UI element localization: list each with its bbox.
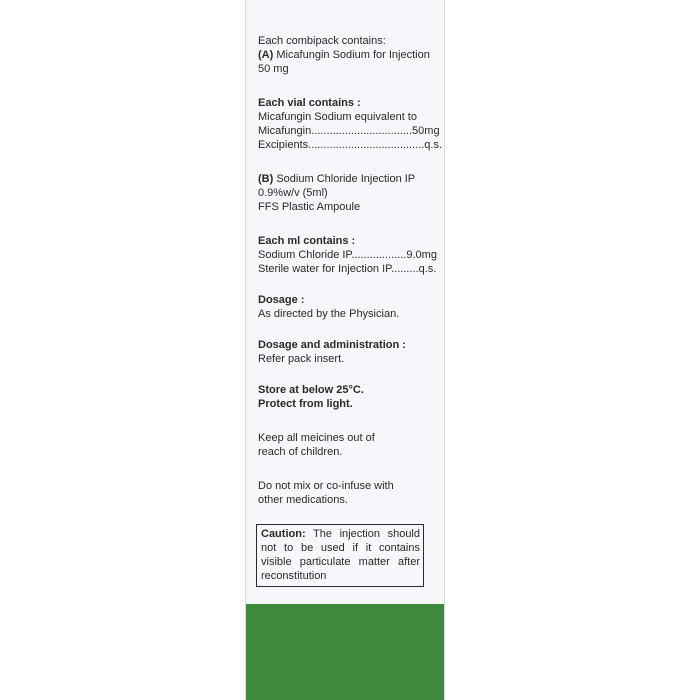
- part-a-dose: 50 mg: [258, 63, 289, 75]
- caution-text: The injection should not to be used if it contains visible particulate matter after reconstitution: [261, 528, 420, 582]
- children-line-2: reach of children.: [258, 446, 343, 458]
- mixing-line-1: Do not mix or co-infuse with: [258, 480, 394, 492]
- storage-line-2: Protect from light.: [258, 398, 353, 410]
- vial-line-1: Micafungin Sodium equivalent to: [258, 111, 417, 123]
- dosage-text: As directed by the Physician.: [258, 308, 400, 320]
- green-band: [246, 604, 444, 700]
- dosage-heading: Dosage :: [258, 294, 305, 306]
- vial-line-2: Micafungin.................................50mg: [258, 125, 440, 137]
- part-b-line-2: 0.9%w/v (5ml): [258, 187, 328, 199]
- vial-line-3: Excipients......................................q.s.: [258, 139, 442, 151]
- mixing-line-2: other medications.: [258, 494, 348, 506]
- administration-heading: Dosage and administration :: [258, 339, 406, 351]
- pack-side-panel: [245, 0, 445, 700]
- children-line-1: Keep all meicines out of: [258, 432, 375, 444]
- ml-line-2: Sterile water for Injection IP.........q.s.: [258, 263, 437, 275]
- part-b-line-1: [258, 172, 436, 186]
- administration-text: Refer pack insert.: [258, 353, 345, 365]
- part-b-line-3: FFS Plastic Ampoule: [258, 201, 361, 213]
- ml-heading: Each ml contains :: [258, 235, 356, 247]
- combipack-intro: Each combipack contains:: [258, 35, 386, 47]
- combipack-part-a: [258, 48, 436, 62]
- part-a-marker: (A): [258, 49, 274, 61]
- label-text-block: [258, 34, 442, 587]
- ml-line-1: Sodium Chloride IP..................9.0mg: [258, 249, 437, 261]
- caution-box: [256, 524, 424, 587]
- storage-line-1: Store at below 25°C.: [258, 384, 364, 396]
- vial-heading: Each vial contains :: [258, 97, 361, 109]
- part-b-text: Sodium Chloride Injection IP: [273, 173, 416, 185]
- part-a-text: Micafungin Sodium for Injection: [273, 49, 430, 61]
- caution-label: Caution:: [261, 528, 306, 540]
- part-b-marker: (B): [258, 173, 274, 185]
